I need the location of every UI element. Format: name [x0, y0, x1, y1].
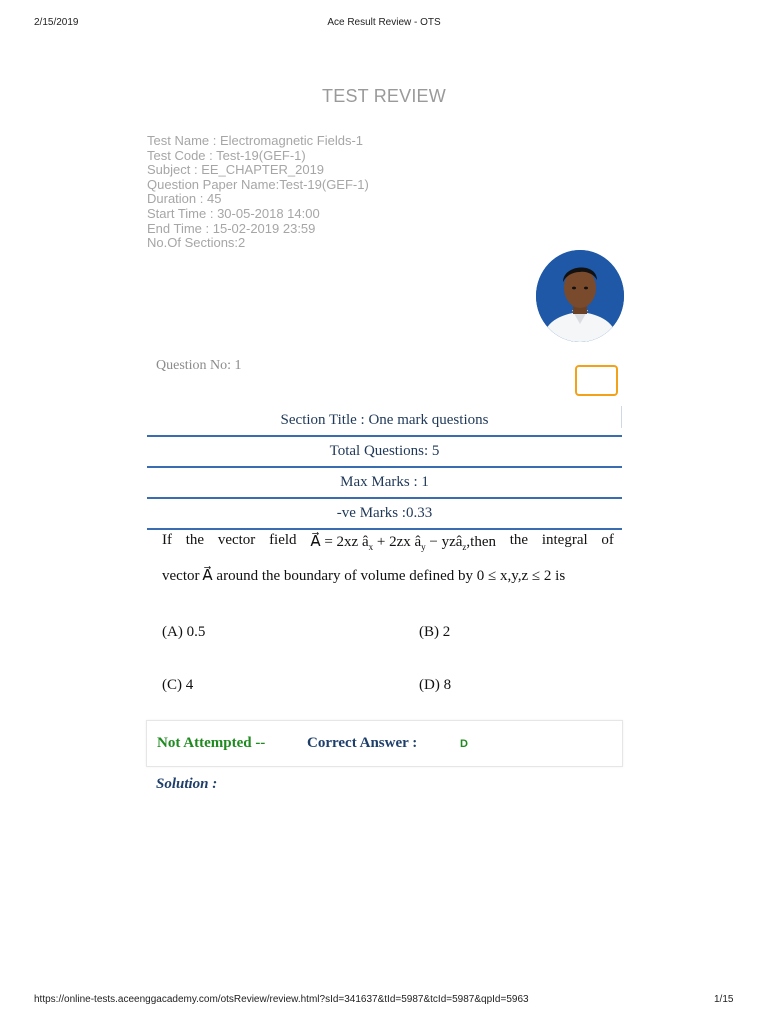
- question-word: field: [269, 532, 297, 548]
- avatar: [536, 250, 624, 342]
- formula-subscript: z: [462, 542, 467, 552]
- question-number: Question No: 1: [156, 358, 242, 373]
- duration: Duration : 45: [147, 191, 222, 207]
- formula-part: A⃗ = 2xz â: [310, 534, 369, 550]
- test-info: [147, 134, 369, 251]
- formula-subscript: x: [368, 542, 374, 552]
- number-of-sections: No.Of Sections:2: [147, 235, 246, 251]
- start-time: Start Time : 30-05-2018 14:00: [147, 205, 320, 221]
- formula-subscript: y: [421, 542, 426, 552]
- attempt-status: Not Attempted --: [157, 735, 266, 751]
- option-d: (D) 8: [419, 677, 452, 693]
- test-name: Test Name : Electromagnetic Fields-1: [147, 133, 364, 148]
- table-edge-line: [621, 406, 622, 428]
- correct-answer-value: D: [460, 738, 468, 750]
- negative-marks: -ve Marks :0.33: [147, 499, 622, 530]
- print-date: 2/15/2019: [34, 17, 79, 28]
- question-word: the: [185, 532, 205, 548]
- correct-answer-label: Correct Answer :: [307, 735, 418, 751]
- question-word: of: [601, 532, 614, 548]
- question-word: If: [162, 532, 172, 548]
- test-code: Test Code : Test-19(GEF-1): [147, 147, 306, 163]
- print-title: Ace Result Review - OTS: [327, 17, 441, 28]
- question-word: the: [509, 532, 529, 548]
- formula-part: − yzâ: [425, 534, 463, 550]
- formula-part: + 2zx â: [373, 534, 422, 550]
- vector-formula: [310, 532, 496, 552]
- question-text: [162, 532, 614, 585]
- page-title: TEST REVIEW: [322, 86, 446, 106]
- option-c: (C) 4: [162, 677, 194, 693]
- question-paper-name: Question Paper Name:Test-19(GEF-1): [147, 176, 369, 192]
- person-photo-icon: [536, 250, 624, 342]
- bookmark-flag-box[interactable]: [575, 365, 618, 396]
- question-word: integral: [541, 532, 588, 548]
- print-url: https://online-tests.aceenggacademy.com/otsReview/review.html?sId=341637&tId=5987&tcId=5987&qpId=5963: [34, 994, 529, 1005]
- option-a: (A) 0.5: [162, 624, 206, 640]
- option-b: (B) 2: [419, 624, 451, 640]
- max-marks: Max Marks : 1: [147, 468, 622, 499]
- section-info-table: [147, 406, 622, 530]
- question-line-2: vector A⃗ around the boundary of volume defined by 0 ≤ x,y,z ≤ 2 is: [162, 568, 566, 584]
- question-word: vector: [217, 532, 256, 548]
- section-title: Section Title : One mark questions: [147, 406, 622, 437]
- page-counter: 1/15: [714, 994, 734, 1005]
- total-questions: Total Questions: 5: [147, 437, 622, 468]
- formula-part: ,then: [466, 534, 496, 550]
- question-line-1: [162, 532, 614, 552]
- solution-label: Solution :: [156, 776, 218, 792]
- end-time: End Time : 15-02-2019 23:59: [147, 220, 316, 236]
- subject: Subject : EE_CHAPTER_2019: [147, 162, 325, 178]
